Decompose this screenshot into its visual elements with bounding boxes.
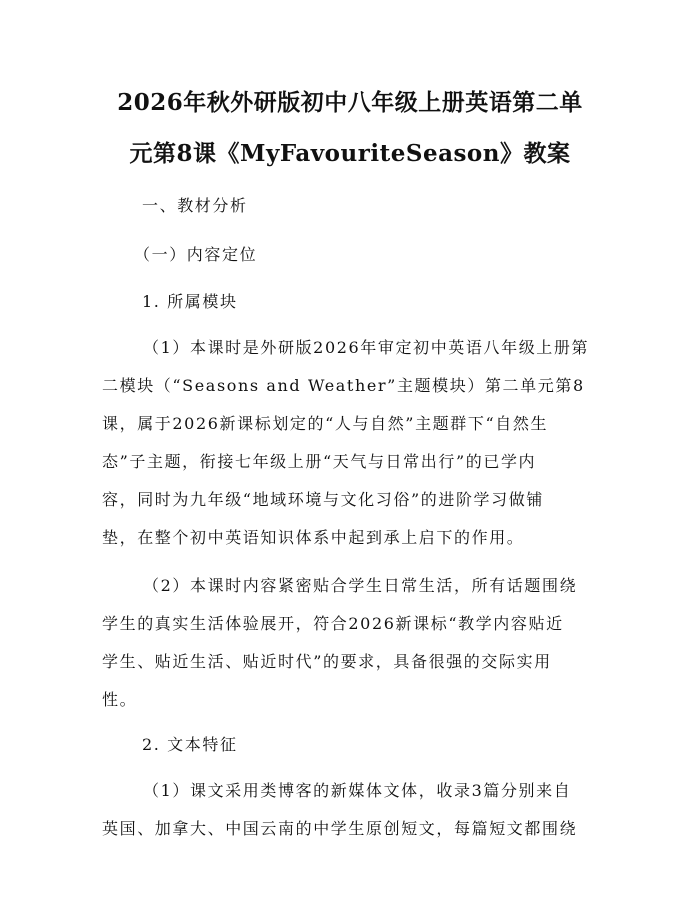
paragraph-line: 英国、加拿大、中国云南的中学生原创短文，每篇短文都围绕 <box>102 819 578 838</box>
paragraph-line: （1）课文采用类博客的新媒体文体，收录3篇分别来自 <box>143 781 572 800</box>
item-heading: 1. 所属模块 <box>142 292 238 311</box>
paragraph-line: 课，属于2026新课标划定的“人与自然”主题群下“自然生 <box>102 414 549 433</box>
paragraph-line: 容，同时为九年级“地域环境与文化习俗”的进阶学习做铺 <box>102 490 544 509</box>
document-title-line-1: 2026年秋外研版初中八年级上册英语第二单 <box>117 89 583 116</box>
item-heading: 2. 文本特征 <box>142 735 238 754</box>
subsection-heading: （一）内容定位 <box>134 245 258 264</box>
paragraph-line: 垫，在整个初中英语知识体系中起到承上启下的作用。 <box>102 528 525 547</box>
paragraph-line: 性。 <box>102 690 138 709</box>
paragraph-line: （1）本课时是外研版2026年审定初中英语八年级上册第 <box>143 338 590 357</box>
paragraph-line: （2）本课时内容紧密贴合学生日常生活，所有话题围绕 <box>143 576 578 595</box>
paragraph-line: 态”子主题，衔接七年级上册“天气与日常出行”的已学内 <box>102 452 537 471</box>
paragraph-line: 学生的真实生活体验展开，符合2026新课标“教学内容贴近 <box>102 614 564 633</box>
document-title-line-2: 元第8课《MyFavouriteSeason》教案 <box>129 140 571 167</box>
paragraph-line: 二模块（“Seasons and Weather”主题模块）第二单元第8 <box>102 376 585 395</box>
paragraph-line: 学生、贴近生活、贴近时代”的要求，具备很强的交际实用 <box>102 652 552 671</box>
section-heading: 一、教材分析 <box>142 196 248 215</box>
